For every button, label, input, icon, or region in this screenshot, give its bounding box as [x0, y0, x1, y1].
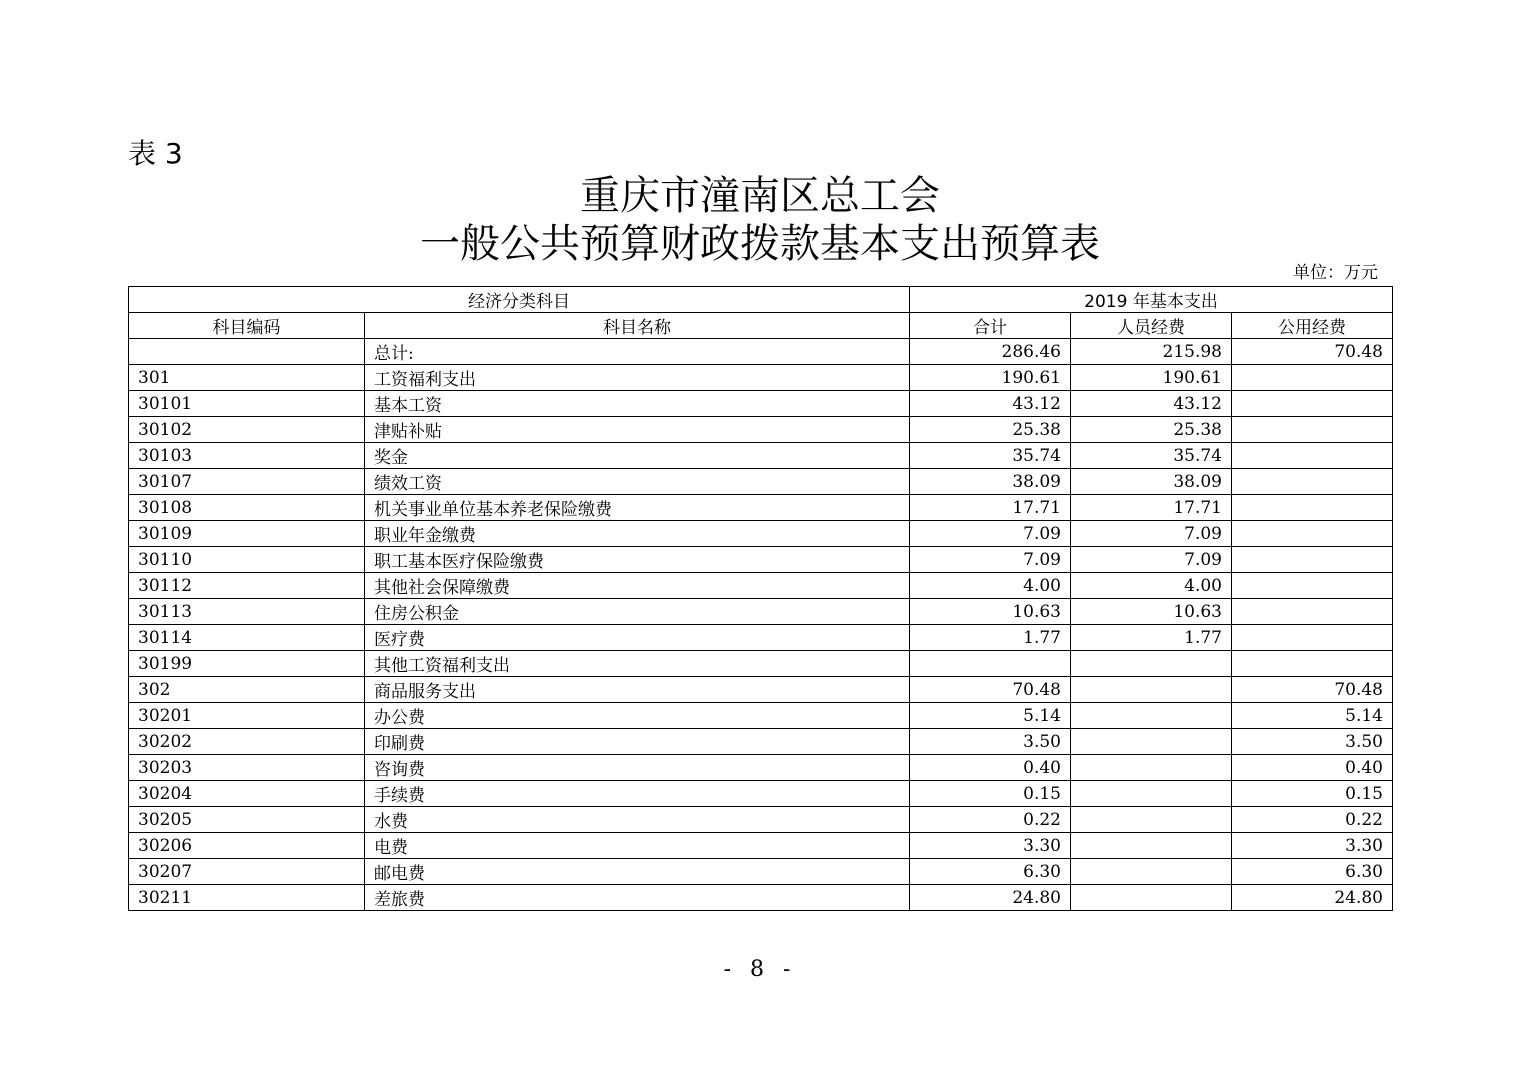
- row-name: 水费: [365, 807, 910, 833]
- table-body: [129, 339, 1393, 911]
- row-total: 70.48: [910, 677, 1071, 703]
- table-row: [129, 573, 1393, 599]
- row-personnel: 4.00: [1071, 573, 1232, 599]
- row-public: [1232, 495, 1393, 521]
- row-code: 302: [129, 677, 365, 703]
- row-personnel: 17.71: [1071, 495, 1232, 521]
- row-total: 24.80: [910, 885, 1071, 911]
- row-total: 25.38: [910, 417, 1071, 443]
- table-row: [129, 391, 1393, 417]
- row-code: 30108: [129, 495, 365, 521]
- table-row: [129, 443, 1393, 469]
- row-public: [1232, 573, 1393, 599]
- row-code: [129, 339, 365, 365]
- row-name: 奖金: [365, 443, 910, 469]
- row-public: 24.80: [1232, 885, 1393, 911]
- row-personnel: 38.09: [1071, 469, 1232, 495]
- row-name: 差旅费: [365, 885, 910, 911]
- row-public: [1232, 443, 1393, 469]
- row-personnel: 35.74: [1071, 443, 1232, 469]
- row-code: 30204: [129, 781, 365, 807]
- row-name: 总计:: [365, 339, 910, 365]
- row-name: 住房公积金: [365, 599, 910, 625]
- row-total: 7.09: [910, 521, 1071, 547]
- table-row: [129, 339, 1393, 365]
- row-personnel: [1071, 729, 1232, 755]
- table-row: [129, 885, 1393, 911]
- row-total: 7.09: [910, 547, 1071, 573]
- row-total: 6.30: [910, 859, 1071, 885]
- table-row: [129, 651, 1393, 677]
- budget-table: [128, 286, 1393, 911]
- row-code: 30201: [129, 703, 365, 729]
- row-total: 10.63: [910, 599, 1071, 625]
- row-personnel: [1071, 677, 1232, 703]
- header-total: 合计: [910, 313, 1071, 339]
- page-subtitle: 一般公共预算财政拨款基本支出预算表: [420, 221, 1100, 267]
- row-name: 津贴补贴: [365, 417, 910, 443]
- row-name: 绩效工资: [365, 469, 910, 495]
- row-public: 70.48: [1232, 677, 1393, 703]
- row-code: 30207: [129, 859, 365, 885]
- row-total: 3.50: [910, 729, 1071, 755]
- row-total: 190.61: [910, 365, 1071, 391]
- table-row: [129, 547, 1393, 573]
- row-public: [1232, 469, 1393, 495]
- row-total: 0.15: [910, 781, 1071, 807]
- row-public: [1232, 521, 1393, 547]
- page-title: 重庆市潼南区总工会: [580, 173, 940, 219]
- table-row: [129, 469, 1393, 495]
- row-public: [1232, 391, 1393, 417]
- row-code: 30109: [129, 521, 365, 547]
- row-personnel: 10.63: [1071, 599, 1232, 625]
- table-row: [129, 755, 1393, 781]
- row-public: [1232, 599, 1393, 625]
- row-code: 30199: [129, 651, 365, 677]
- row-public: 3.30: [1232, 833, 1393, 859]
- row-code: 30203: [129, 755, 365, 781]
- row-code: 301: [129, 365, 365, 391]
- row-personnel: [1071, 703, 1232, 729]
- table-row: [129, 833, 1393, 859]
- row-total: 38.09: [910, 469, 1071, 495]
- row-public: [1232, 651, 1393, 677]
- row-total: 1.77: [910, 625, 1071, 651]
- row-total: 4.00: [910, 573, 1071, 599]
- table-row: [129, 729, 1393, 755]
- row-name: 职工基本医疗保险缴费: [365, 547, 910, 573]
- header-personnel: 人员经费: [1071, 313, 1232, 339]
- table-row: [129, 677, 1393, 703]
- row-total: 0.22: [910, 807, 1071, 833]
- row-code: 30110: [129, 547, 365, 573]
- row-personnel: 7.09: [1071, 521, 1232, 547]
- row-public: 5.14: [1232, 703, 1393, 729]
- row-personnel: [1071, 755, 1232, 781]
- row-personnel: [1071, 651, 1232, 677]
- row-name: 邮电费: [365, 859, 910, 885]
- row-name: 手续费: [365, 781, 910, 807]
- row-public: 0.15: [1232, 781, 1393, 807]
- header-row-group: [129, 287, 1393, 313]
- row-public: [1232, 417, 1393, 443]
- row-personnel: 1.77: [1071, 625, 1232, 651]
- row-name: 机关事业单位基本养老保险缴费: [365, 495, 910, 521]
- row-public: 6.30: [1232, 859, 1393, 885]
- row-code: 30206: [129, 833, 365, 859]
- table-label: 表 3: [128, 137, 183, 170]
- row-personnel: 215.98: [1071, 339, 1232, 365]
- row-code: 30114: [129, 625, 365, 651]
- unit-label: 单位：万元: [1293, 263, 1378, 283]
- row-name: 医疗费: [365, 625, 910, 651]
- row-name: 电费: [365, 833, 910, 859]
- header-basic-expenditure: 2019 年基本支出: [910, 287, 1393, 313]
- row-personnel: [1071, 807, 1232, 833]
- table-row: [129, 625, 1393, 651]
- row-name: 印刷费: [365, 729, 910, 755]
- table-row: [129, 365, 1393, 391]
- row-total: 35.74: [910, 443, 1071, 469]
- row-code: 30101: [129, 391, 365, 417]
- table-row: [129, 417, 1393, 443]
- table-row: [129, 859, 1393, 885]
- row-code: 30112: [129, 573, 365, 599]
- row-personnel: [1071, 781, 1232, 807]
- row-public: 70.48: [1232, 339, 1393, 365]
- row-personnel: 43.12: [1071, 391, 1232, 417]
- row-code: 30102: [129, 417, 365, 443]
- header-code: 科目编码: [129, 313, 365, 339]
- row-total: 286.46: [910, 339, 1071, 365]
- row-code: 30211: [129, 885, 365, 911]
- row-code: 30103: [129, 443, 365, 469]
- row-name: 职业年金缴费: [365, 521, 910, 547]
- header-name: 科目名称: [365, 313, 910, 339]
- page-number: - 8 -: [723, 957, 797, 982]
- row-total: 17.71: [910, 495, 1071, 521]
- row-name: 办公费: [365, 703, 910, 729]
- row-total: [910, 651, 1071, 677]
- row-public: 0.22: [1232, 807, 1393, 833]
- row-code: 30113: [129, 599, 365, 625]
- table-row: [129, 521, 1393, 547]
- table-row: [129, 703, 1393, 729]
- row-total: 5.14: [910, 703, 1071, 729]
- table-row: [129, 495, 1393, 521]
- header-public: 公用经费: [1232, 313, 1393, 339]
- header-economic-category: 经济分类科目: [129, 287, 910, 313]
- row-total: 43.12: [910, 391, 1071, 417]
- row-name: 其他社会保障缴费: [365, 573, 910, 599]
- row-personnel: [1071, 885, 1232, 911]
- row-public: [1232, 547, 1393, 573]
- row-code: 30205: [129, 807, 365, 833]
- row-code: 30107: [129, 469, 365, 495]
- row-code: 30202: [129, 729, 365, 755]
- row-name: 商品服务支出: [365, 677, 910, 703]
- row-personnel: [1071, 859, 1232, 885]
- table-row: [129, 781, 1393, 807]
- row-name: 其他工资福利支出: [365, 651, 910, 677]
- row-personnel: 7.09: [1071, 547, 1232, 573]
- row-public: [1232, 625, 1393, 651]
- header-row-columns: [129, 313, 1393, 339]
- row-personnel: 25.38: [1071, 417, 1232, 443]
- row-total: 3.30: [910, 833, 1071, 859]
- row-personnel: 190.61: [1071, 365, 1232, 391]
- row-name: 咨询费: [365, 755, 910, 781]
- row-public: 0.40: [1232, 755, 1393, 781]
- row-name: 工资福利支出: [365, 365, 910, 391]
- row-public: [1232, 365, 1393, 391]
- row-name: 基本工资: [365, 391, 910, 417]
- table-row: [129, 807, 1393, 833]
- row-public: 3.50: [1232, 729, 1393, 755]
- row-personnel: [1071, 833, 1232, 859]
- row-total: 0.40: [910, 755, 1071, 781]
- table-row: [129, 599, 1393, 625]
